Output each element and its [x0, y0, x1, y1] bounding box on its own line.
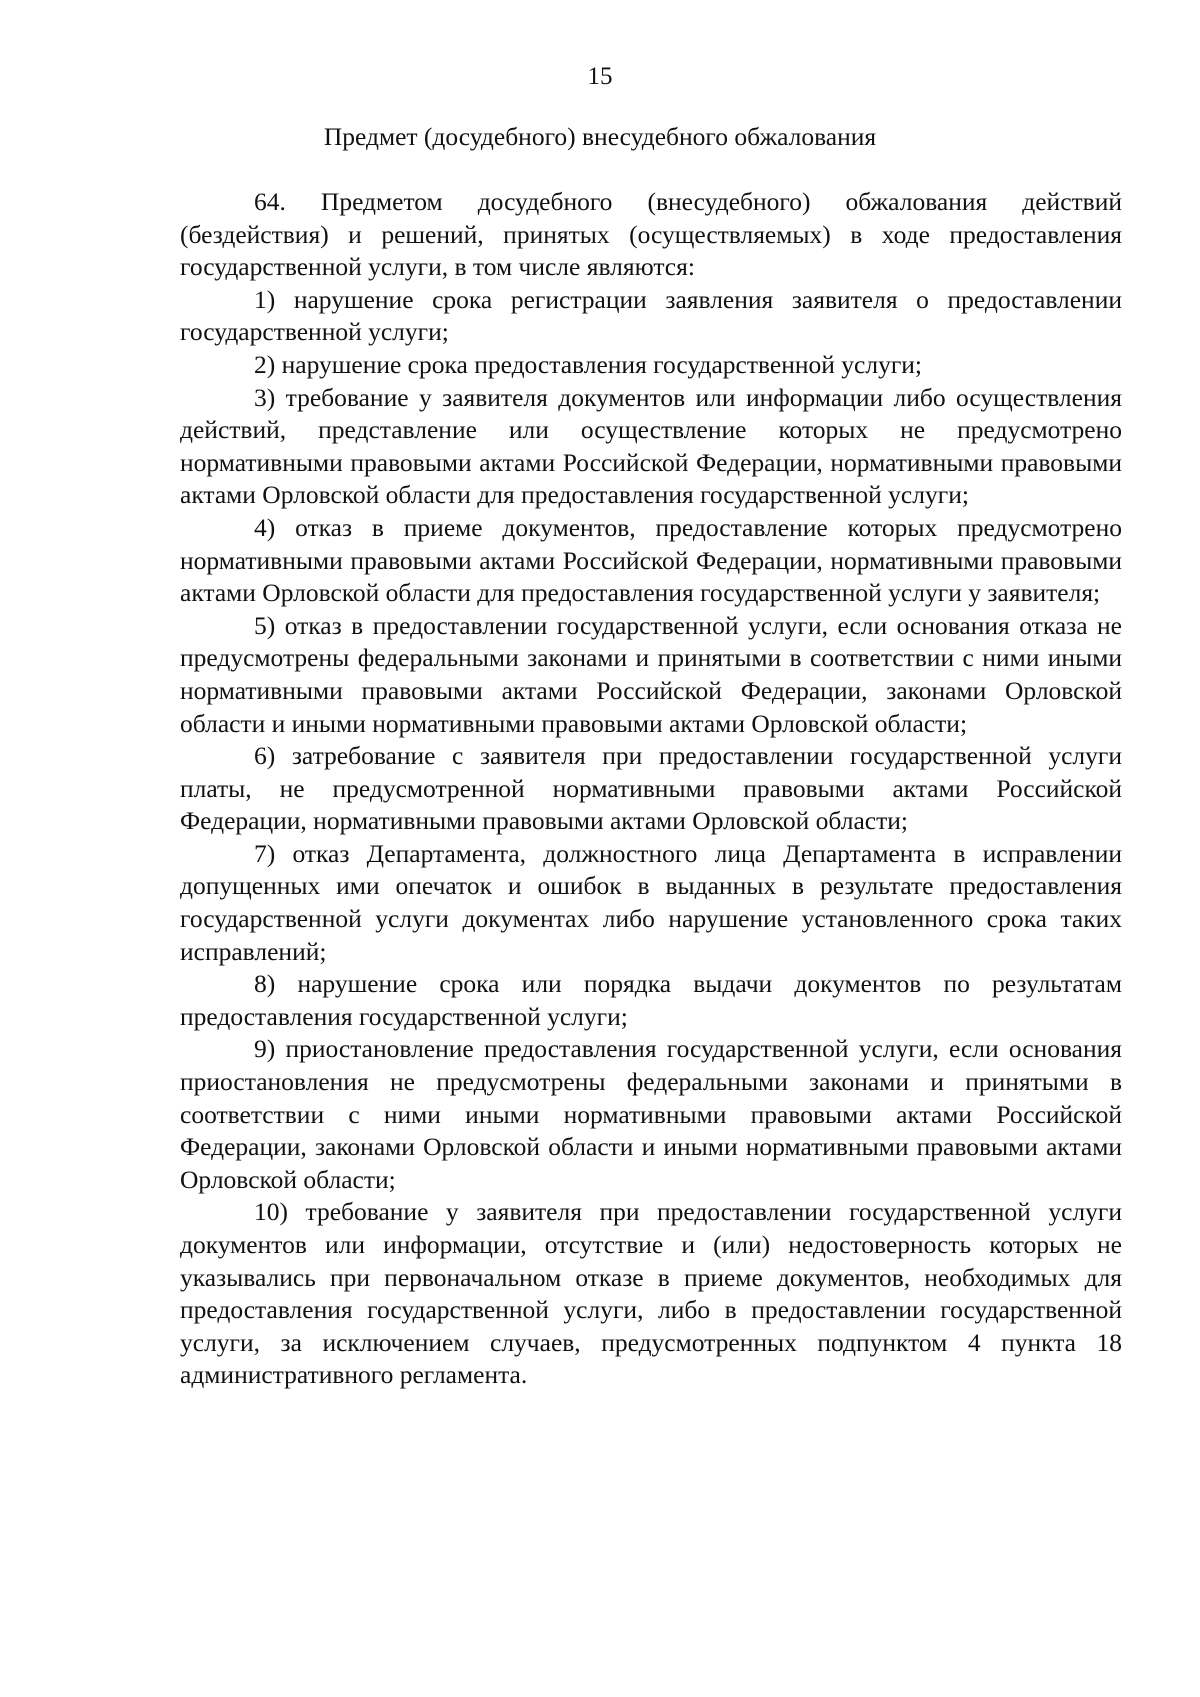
list-item-9: 9) приостановление предоставления государственной услуги, если основания приостановления не предусмотрены федеральными законами и принятыми в соответствии с ними иными нормативными правовыми актами Российской Федерации, законами Орловской области и иными нормативными правовыми актами Орловской области; — [180, 1034, 1122, 1194]
list-item-1: 1) нарушение срока регистрации заявления заявителя о предоставлении государственной услуги; — [180, 284, 1122, 347]
list-item-3: 3) требование у заявителя документов или информации либо осуществления действий, представление или осуществление которых не предусмотрено нормативными правовыми актами Российской Федерации, нормативными правовыми актами Орловской области для предоставления государственной услуги; — [180, 382, 1122, 510]
paragraph-64: 64. Предметом досудебного (внесудебного) обжалования действий (бездействия) и решений, принятых (осуществляемых) в ходе предоставления государственной услуги, в том числе являются: — [180, 187, 1122, 282]
list-item-6: 6) затребование с заявителя при предоставлении государственной услуги платы, не предусмотренной нормативными правовыми актами Российской Федерации, нормативными правовыми актами Орловской области; — [180, 741, 1122, 836]
section-title: Предмет (досудебного) внесудебного обжалования — [323, 122, 877, 151]
list-item-10: 10) требование у заявителя при предоставлении государственной услуги документов или информации, отсутствие и (или) недостоверность которых не указывались при первоначальном отказе в приеме документов, необходимых для предоставления государственной услуги, либо в предоставлении государственной услуги, за исключением случаев, предусмотренных подпунктом 4 пункта 18 административного регламента. — [180, 1197, 1122, 1390]
document-body — [180, 186, 1122, 1392]
list-item-7: 7) отказ Департамента, должностного лица Департамента в исправлении допущенных ими опечаток и ошибок в выданных в результате предоставления государственной услуги документах либо нарушение установленного срока таких исправлений; — [180, 838, 1122, 966]
list-item-5: 5) отказ в предоставлении государственной услуги, если основания отказа не предусмотрены федеральными законами и принятыми в соответствии с ними иными нормативными правовыми актами Российской Федерации, законами Орловской области и иными нормативными правовыми актами Орловской области; — [180, 610, 1122, 738]
list-item-8: 8) нарушение срока или порядка выдачи документов по результатам предоставления государственной услуги; — [180, 969, 1122, 1031]
list-item-4: 4) отказ в приеме документов, предоставление которых предусмотрено нормативными правовыми актами Российской Федерации, нормативными правовыми актами Орловской области для предоставления государственной услуги у заявителя; — [180, 512, 1122, 608]
list-item-2: 2) нарушение срока предоставления государственной услуги; — [254, 349, 923, 379]
page-number: 15 — [587, 63, 613, 90]
